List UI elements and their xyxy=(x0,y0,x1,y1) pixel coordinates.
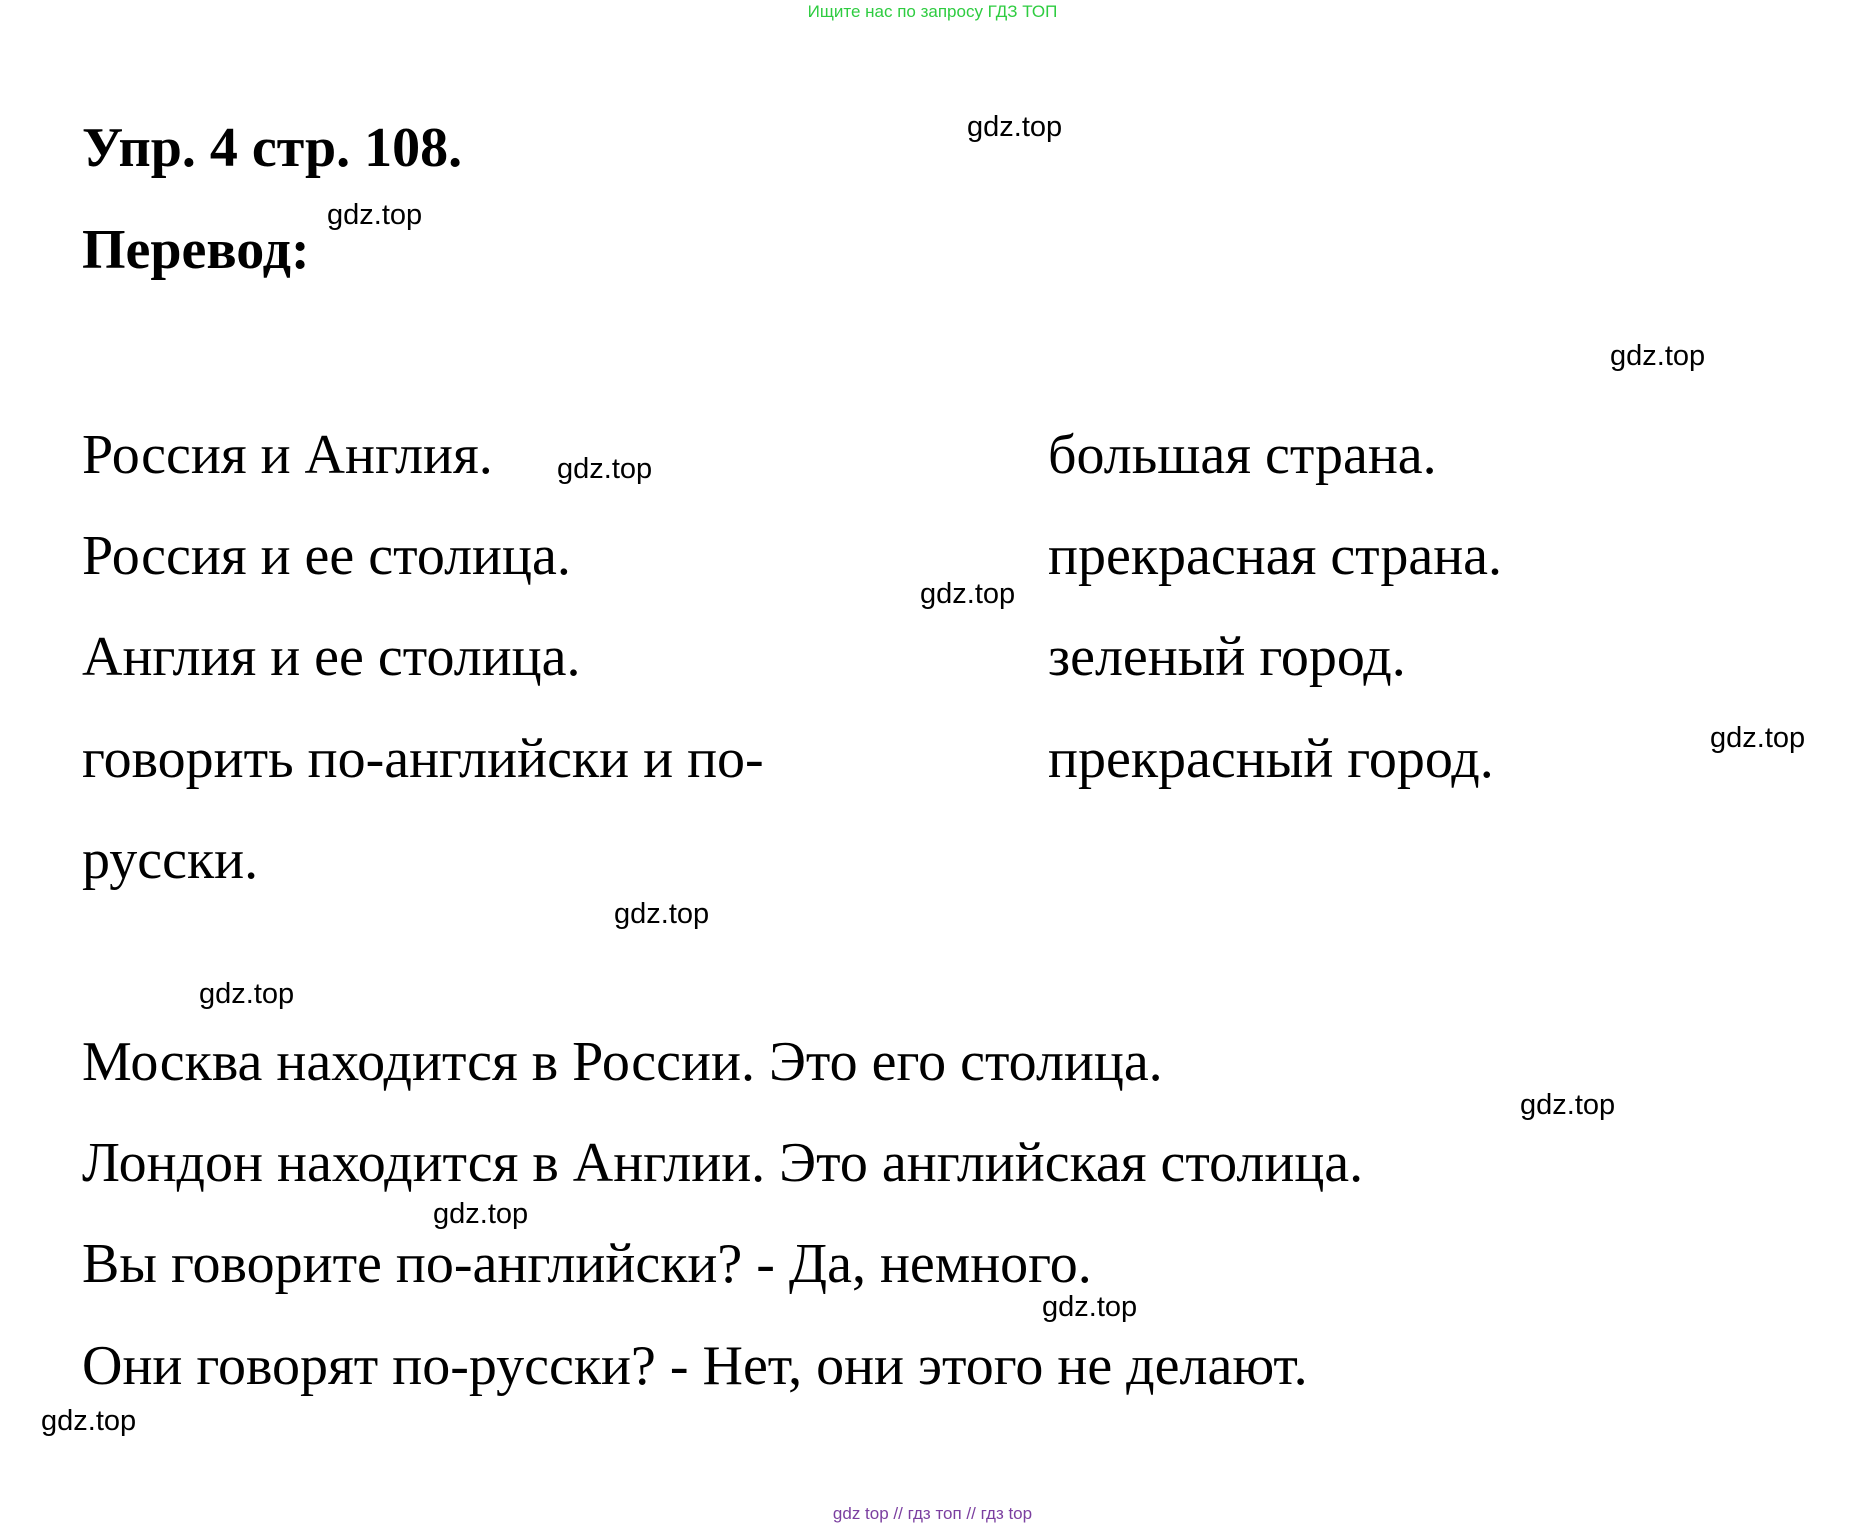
sentence: Москва находится в России. Это его столица. xyxy=(82,1031,1163,1093)
watermark: gdz.top xyxy=(433,1198,529,1230)
sentence: Лондон находится в Англии. Это английская столица. xyxy=(82,1132,1364,1194)
watermark: gdz.top xyxy=(1710,722,1806,754)
watermark: gdz.top xyxy=(920,578,1016,610)
footer-banner: gdz top // гдз топ // гдз top xyxy=(832,1504,1033,1523)
watermark: gdz.top xyxy=(614,898,710,930)
exercise-title: Упр. 4 стр. 108. xyxy=(82,117,463,179)
watermark: gdz.top xyxy=(41,1405,137,1437)
watermark: gdz.top xyxy=(967,111,1063,143)
left-phrase: Россия и ее столица. xyxy=(82,525,571,587)
watermark: gdz.top xyxy=(327,199,423,231)
right-phrase: зеленый город. xyxy=(1048,626,1406,688)
translation-heading: Перевод: xyxy=(82,219,310,281)
left-phrase: Россия и Англия. xyxy=(82,424,493,486)
watermark: gdz.top xyxy=(1610,340,1706,372)
left-phrase: говорить по-английски и по- xyxy=(82,728,764,790)
left-phrase: русски. xyxy=(82,829,259,891)
left-phrase: Англия и ее столица. xyxy=(82,626,581,688)
right-phrase: прекрасный город. xyxy=(1048,728,1494,790)
watermark: gdz.top xyxy=(199,978,295,1010)
watermark: gdz.top xyxy=(1520,1089,1616,1121)
search-banner: Ищите нас по запросу ГДЗ ТОП xyxy=(807,2,1058,21)
sentence: Вы говорите по-английски? - Да, немного. xyxy=(82,1233,1092,1295)
right-phrase: большая страна. xyxy=(1048,424,1437,486)
watermark: gdz.top xyxy=(557,453,653,485)
sentence: Они говорят по-русски? - Нет, они этого не делают. xyxy=(82,1335,1308,1397)
watermark: gdz.top xyxy=(1042,1291,1138,1323)
right-phrase: прекрасная страна. xyxy=(1048,525,1503,587)
